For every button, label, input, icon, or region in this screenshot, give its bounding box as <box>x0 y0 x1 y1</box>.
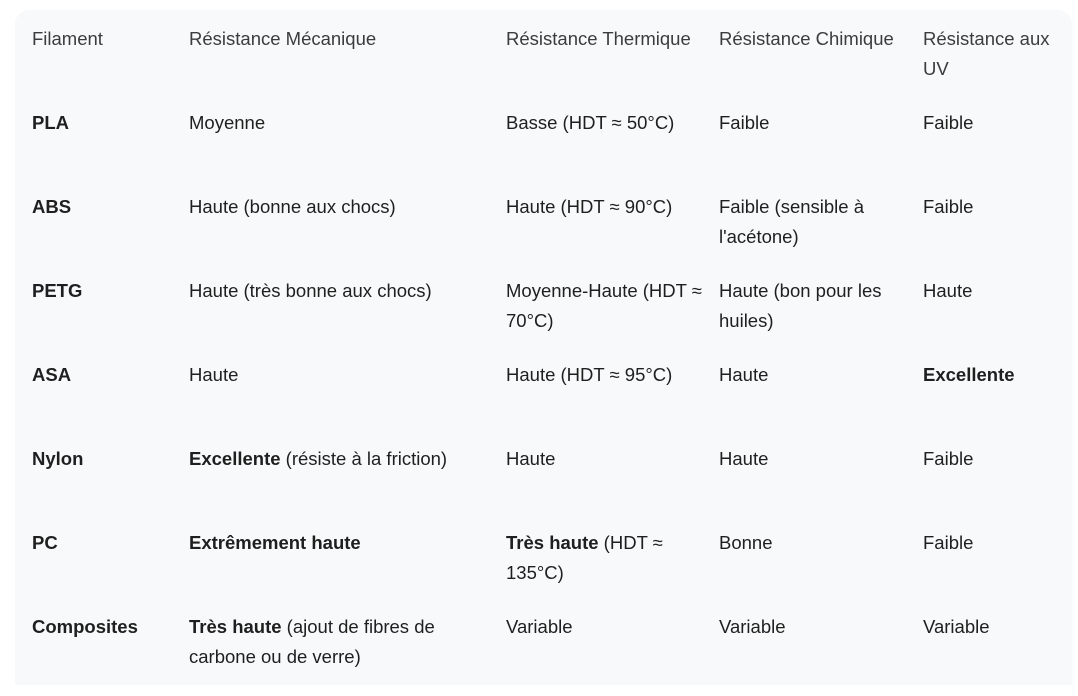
uv-text: Faible <box>923 112 974 133</box>
mechanical-text: (ajout de fibres de carbone ou de verre) <box>189 616 435 667</box>
filament-comparison-card <box>15 10 1072 685</box>
uv-text: Faible <box>923 448 974 469</box>
mechanical-text: Haute (bonne aux chocs) <box>189 196 396 217</box>
uv-cell <box>923 360 1067 444</box>
uv-cell <box>923 528 1067 612</box>
chemical-cell <box>719 612 923 696</box>
chemical-cell <box>719 192 923 276</box>
table-row <box>32 612 1067 696</box>
uv-cell <box>923 192 1067 276</box>
mechanical-text: Haute <box>189 364 239 385</box>
chemical-cell <box>719 528 923 612</box>
thermal-emphasis: Très haute <box>506 532 599 553</box>
filament-comparison-table <box>32 24 1067 696</box>
filament-name: Nylon <box>32 448 84 469</box>
thermal-text: Basse (HDT ≈ 50°C) <box>506 112 675 133</box>
mechanical-emphasis: Extrêmement haute <box>189 532 361 553</box>
uv-cell <box>923 108 1067 192</box>
filament-name: PETG <box>32 280 83 301</box>
mechanical-cell <box>189 528 506 612</box>
header-thermal-resistance: Résistance Thermique <box>506 28 691 49</box>
mechanical-emphasis: Très haute <box>189 616 282 637</box>
table-row <box>32 528 1067 612</box>
header-mechanical-resistance: Résistance Mécanique <box>189 28 377 49</box>
chemical-text: Faible (sensible à l'acétone) <box>719 196 864 247</box>
mechanical-cell <box>189 612 506 696</box>
uv-text: Variable <box>923 616 990 637</box>
header-chemical-resistance: Résistance Chimique <box>719 28 894 49</box>
chemical-text: Faible <box>719 112 770 133</box>
filament-name: ABS <box>32 196 72 217</box>
chemical-text: Haute <box>719 448 769 469</box>
mechanical-cell <box>189 108 506 192</box>
table-header-row <box>32 24 1067 108</box>
thermal-text: Haute (HDT ≈ 95°C) <box>506 364 673 385</box>
chemical-cell <box>719 360 923 444</box>
mechanical-text: Haute (très bonne aux chocs) <box>189 280 432 301</box>
filament-name: PLA <box>32 112 69 133</box>
thermal-cell <box>506 444 719 528</box>
chemical-cell <box>719 444 923 528</box>
table-row <box>32 276 1067 360</box>
table-row <box>32 360 1067 444</box>
chemical-text: Haute <box>719 364 769 385</box>
mechanical-cell <box>189 276 506 360</box>
uv-cell <box>923 276 1067 360</box>
thermal-text: Haute <box>506 448 556 469</box>
uv-text: Haute <box>923 280 973 301</box>
header-filament: Filament <box>32 28 103 49</box>
filament-name: PC <box>32 532 58 553</box>
mechanical-text: Moyenne <box>189 112 266 133</box>
table-row <box>32 444 1067 528</box>
header-uv-resistance: Résistance aux UV <box>923 28 1050 79</box>
thermal-cell <box>506 276 719 360</box>
chemical-text: Haute (bon pour les huiles) <box>719 280 882 331</box>
filament-name: ASA <box>32 364 72 385</box>
chemical-cell <box>719 276 923 360</box>
uv-cell <box>923 612 1067 696</box>
mechanical-cell <box>189 192 506 276</box>
mechanical-cell <box>189 444 506 528</box>
chemical-cell <box>719 108 923 192</box>
thermal-cell <box>506 108 719 192</box>
thermal-cell <box>506 192 719 276</box>
mechanical-text: (résiste à la friction) <box>280 448 448 469</box>
thermal-cell <box>506 360 719 444</box>
uv-text: Faible <box>923 532 974 553</box>
chemical-text: Variable <box>719 616 786 637</box>
thermal-cell <box>506 528 719 612</box>
uv-cell <box>923 444 1067 528</box>
table-row <box>32 108 1067 192</box>
thermal-text: Moyenne-Haute (HDT ≈ 70°C) <box>506 280 702 331</box>
thermal-cell <box>506 612 719 696</box>
mechanical-emphasis: Excellente <box>189 448 281 469</box>
mechanical-cell <box>189 360 506 444</box>
uv-text: Faible <box>923 196 974 217</box>
chemical-text: Bonne <box>719 532 773 553</box>
uv-emphasis: Excellente <box>923 364 1015 385</box>
thermal-text: Variable <box>506 616 573 637</box>
thermal-text: Haute (HDT ≈ 90°C) <box>506 196 673 217</box>
thermal-text: (HDT ≈ 135°C) <box>506 532 663 583</box>
table-row <box>32 192 1067 276</box>
filament-name: Composites <box>32 616 138 637</box>
